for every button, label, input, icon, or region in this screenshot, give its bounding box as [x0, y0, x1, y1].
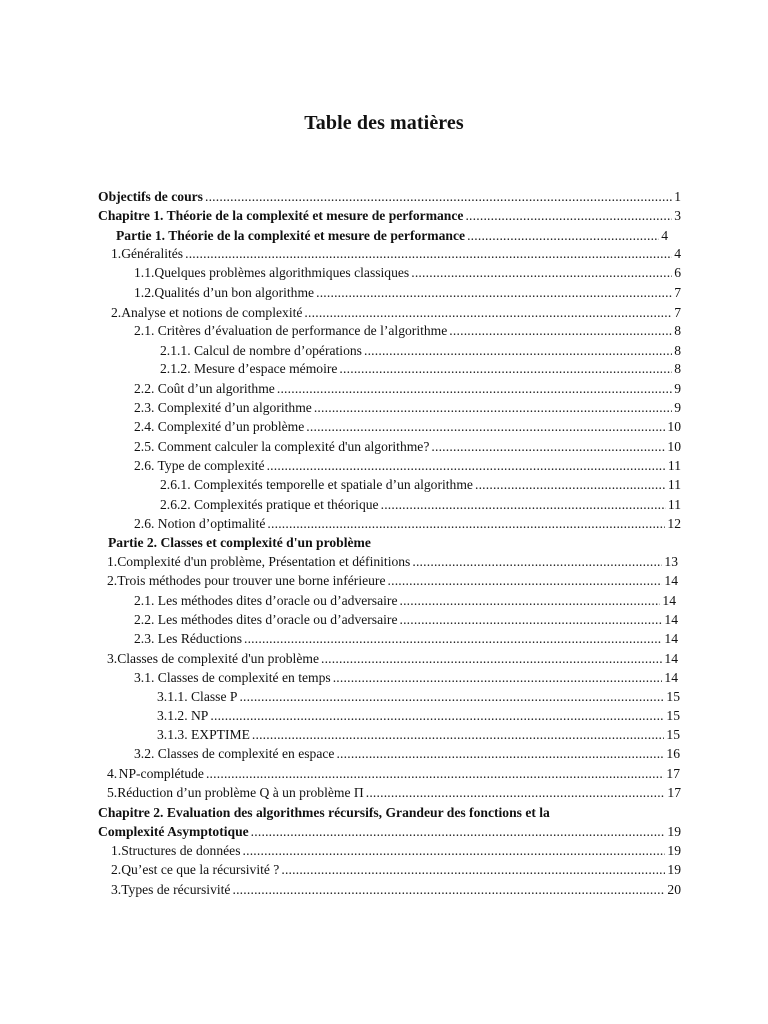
- toc-entry: [107, 572, 678, 590]
- toc-entry-page: 8: [674, 323, 681, 338]
- toc-entry: [108, 534, 681, 552]
- toc-entry-title: Analyse et notions de complexité: [121, 305, 303, 320]
- toc-entry-page: 10: [667, 419, 681, 434]
- toc-entry-page: 6: [674, 265, 681, 280]
- toc-entry-title: 2.2. Les méthodes dites d’oracle ou d’adversaire: [134, 612, 398, 627]
- toc-entry-title: 2.1.1. Calcul de nombre d’opérations: [160, 343, 362, 358]
- toc-entry-page: 10: [667, 439, 681, 454]
- toc-entry-page: 19: [667, 824, 681, 839]
- dot-leader: [306, 418, 665, 436]
- dot-leader: [281, 861, 665, 879]
- toc-entry-title: 2.1. Critères d’évaluation de performance de l’algorithme: [134, 323, 448, 338]
- dot-leader: [205, 188, 672, 206]
- toc-entry-title: Complexité d'un problème, Présentation et définitions: [117, 554, 411, 569]
- toc-entry-number: 1.2.: [134, 285, 155, 300]
- dot-leader: [314, 399, 672, 417]
- dot-leader: [381, 496, 666, 514]
- toc-entry-title: 2.2. Coût d’un algorithme: [134, 381, 275, 396]
- toc-entry: [134, 380, 681, 398]
- toc-entry-title: 2.6.2. Complexités pratique et théorique: [160, 497, 379, 512]
- dot-leader: [399, 611, 662, 629]
- dot-leader: [412, 553, 662, 571]
- dot-leader: [388, 572, 663, 590]
- dot-leader: [449, 322, 672, 340]
- toc-entry-page: 14: [664, 631, 678, 646]
- toc-entry-title: Chapitre 1. Théorie de la complexité et mesure de performance: [98, 208, 464, 223]
- toc-entry-title: 2.1.2. Mesure d’espace mémoire: [160, 361, 338, 376]
- toc-entry-page: 7: [674, 285, 681, 300]
- dot-leader: [411, 264, 672, 282]
- toc-entry: [107, 650, 678, 668]
- dot-leader: [267, 515, 665, 533]
- toc-entry-title: 2.6. Notion d’optimalité: [134, 516, 266, 531]
- toc-entry: [107, 553, 678, 571]
- toc-entry: [160, 476, 681, 494]
- toc-entry-page: 8: [674, 361, 681, 376]
- toc-entry-title: 2.3. Complexité d’un algorithme: [134, 400, 312, 415]
- dot-leader: [244, 630, 662, 648]
- toc-entry: [134, 399, 681, 417]
- toc-entry-title: 2.4. Complexité d’un problème: [134, 419, 305, 434]
- toc-entry-title: Réduction d’un problème Q à un problème Π: [117, 785, 364, 800]
- toc-entry-title: Trois méthodes pour trouver une borne inférieure: [117, 573, 386, 588]
- toc-entry-page: 1: [674, 189, 681, 204]
- toc-entry: [134, 669, 678, 687]
- toc-entry: [107, 765, 680, 783]
- toc-entry: [116, 227, 668, 245]
- dot-leader: [465, 207, 672, 225]
- toc-entry-title: 3.2. Classes de complexité en espace: [134, 746, 335, 761]
- toc-entry: [134, 284, 681, 302]
- toc-entry-number: 1.: [107, 554, 118, 569]
- toc-entry-page: 15: [666, 689, 680, 704]
- dot-leader: [364, 342, 672, 360]
- toc-entry: [107, 784, 681, 802]
- toc-entry-title: NP-complétude: [118, 766, 204, 781]
- toc-entry: [157, 688, 680, 706]
- toc-entry-title: 2.3. Les Réductions: [134, 631, 242, 646]
- toc-entry: [134, 745, 680, 763]
- toc-entry-page: 16: [666, 746, 680, 761]
- toc-entry: [98, 207, 681, 225]
- dot-leader: [239, 688, 664, 706]
- dot-leader: [467, 227, 659, 245]
- toc-entry-page: 15: [666, 727, 680, 742]
- toc-entry-page: 14: [664, 651, 678, 666]
- toc-entry: [98, 823, 681, 841]
- dot-leader: [333, 669, 663, 687]
- toc-entry-page: 8: [674, 343, 681, 358]
- toc-entry: [134, 438, 681, 456]
- toc-entry: [134, 322, 681, 340]
- toc-entry-page: 14: [664, 612, 678, 627]
- toc-entry: [134, 418, 681, 436]
- toc-entry: [111, 304, 681, 322]
- toc-entry-title: Types de récursivité: [121, 882, 231, 897]
- toc-entry-page: 11: [667, 497, 681, 512]
- toc-entry-number: 1.1.: [134, 265, 155, 280]
- toc-entry-page: 9: [674, 400, 681, 415]
- toc-entry-page: 3: [674, 208, 681, 223]
- toc-entry-page: 15: [666, 708, 680, 723]
- toc-entry-page: 11: [667, 477, 681, 492]
- toc-entry-page: 9: [674, 381, 681, 396]
- toc-entry: [160, 360, 681, 378]
- toc-entry-title: 2.5. Comment calculer la complexité d'un algorithme?: [134, 439, 430, 454]
- toc-entry-number: 4.: [107, 766, 118, 781]
- toc-entry: [98, 188, 681, 206]
- toc-entry: [134, 630, 678, 648]
- toc-entry-page: 20: [667, 882, 681, 897]
- toc-entry: [111, 842, 681, 860]
- toc-entry-title: Chapitre 2. Evaluation des algorithmes récursifs, Grandeur des fonctions et la: [98, 805, 550, 820]
- dot-leader: [399, 592, 660, 610]
- toc-entry-number: 3.: [111, 882, 122, 897]
- toc-entry-title: Classes de complexité d'un problème: [117, 651, 319, 666]
- toc-entry: [134, 515, 681, 533]
- toc-entry: [160, 496, 681, 514]
- dot-leader: [316, 284, 672, 302]
- dot-leader: [304, 304, 672, 322]
- dot-leader: [267, 457, 666, 475]
- toc-entry-page: 4: [661, 228, 668, 243]
- toc-entry-title: 3.1. Classes de complexité en temps: [134, 670, 331, 685]
- dot-leader: [210, 707, 664, 725]
- toc-entry-title: Partie 2. Classes et complexité d'un problème: [108, 535, 371, 550]
- toc-entry-number: 2.: [111, 862, 122, 877]
- toc-entry-title: 2.1. Les méthodes dites d’oracle ou d’adversaire: [134, 593, 398, 608]
- toc-entry-title: Qualités d’un bon algorithme: [154, 285, 315, 300]
- toc-entry: [134, 457, 681, 475]
- toc-entry-page: 19: [667, 843, 681, 858]
- toc-entry: [134, 264, 681, 282]
- toc-entry-number: 5.: [107, 785, 118, 800]
- toc-entry: [111, 245, 681, 263]
- toc-entry-number: 2.: [107, 573, 118, 588]
- dot-leader: [243, 842, 666, 860]
- toc-entry-number: 2.: [111, 305, 122, 320]
- dot-leader: [366, 784, 666, 802]
- toc-entry-page: 11: [667, 458, 681, 473]
- toc-entry: [111, 861, 681, 879]
- toc-entry-page: 7: [674, 305, 681, 320]
- dot-leader: [431, 438, 665, 456]
- dot-leader: [277, 380, 672, 398]
- dot-leader: [475, 476, 666, 494]
- toc-entry-title: Structures de données: [121, 843, 241, 858]
- toc-entry-title: Qu’est ce que la récursivité ?: [121, 862, 280, 877]
- dot-leader: [336, 745, 664, 763]
- toc-entry-page: 19: [667, 862, 681, 877]
- dot-leader: [185, 245, 672, 263]
- toc-entry-page: 4: [674, 246, 681, 261]
- toc-entry-page: 14: [664, 573, 678, 588]
- toc-entry-number: 3.: [107, 651, 118, 666]
- toc-entry-title: Quelques problèmes algorithmiques classiques: [154, 265, 410, 280]
- toc-entry-title: 3.1.1. Classe P: [157, 689, 238, 704]
- toc-entry-page: 17: [667, 785, 681, 800]
- toc-entry-title: 2.6.1. Complexités temporelle et spatiale d’un algorithme: [160, 477, 473, 492]
- dot-leader: [232, 881, 665, 899]
- toc-entry-number: 1.: [111, 843, 122, 858]
- toc-entry: [134, 592, 676, 610]
- dot-leader: [339, 360, 672, 378]
- toc-entry-title: Généralités: [121, 246, 184, 261]
- toc-entry: [134, 611, 678, 629]
- dot-leader: [206, 765, 664, 783]
- toc-entry: [157, 726, 680, 744]
- dot-leader: [251, 823, 666, 841]
- toc-entry: [157, 707, 680, 725]
- toc-entry-page: 14: [664, 670, 678, 685]
- toc-entry-title: 2.6. Type de complexité: [134, 458, 265, 473]
- dot-leader: [321, 650, 662, 668]
- toc-entry-page: 13: [664, 554, 678, 569]
- toc-entry-title: Complexité Asymptotique: [98, 824, 249, 839]
- toc-entry-number: 1.: [111, 246, 122, 261]
- toc-entry-title: 3.1.2. NP: [157, 708, 209, 723]
- toc-entry: [111, 881, 681, 899]
- toc-entry-page: 12: [667, 516, 681, 531]
- toc-entry: [160, 342, 681, 360]
- toc-entry-title: 3.1.3. EXPTIME: [157, 727, 250, 742]
- toc-entry-title: Partie 1. Théorie de la complexité et mesure de performance: [116, 228, 466, 243]
- toc-entry: [98, 804, 681, 822]
- toc-entry-page: 17: [666, 766, 680, 781]
- page-title: Table des matières: [304, 112, 464, 134]
- toc-entry-title: Objectifs de cours: [98, 189, 203, 204]
- dot-leader: [252, 726, 665, 744]
- toc-entry-page: 14: [662, 593, 676, 608]
